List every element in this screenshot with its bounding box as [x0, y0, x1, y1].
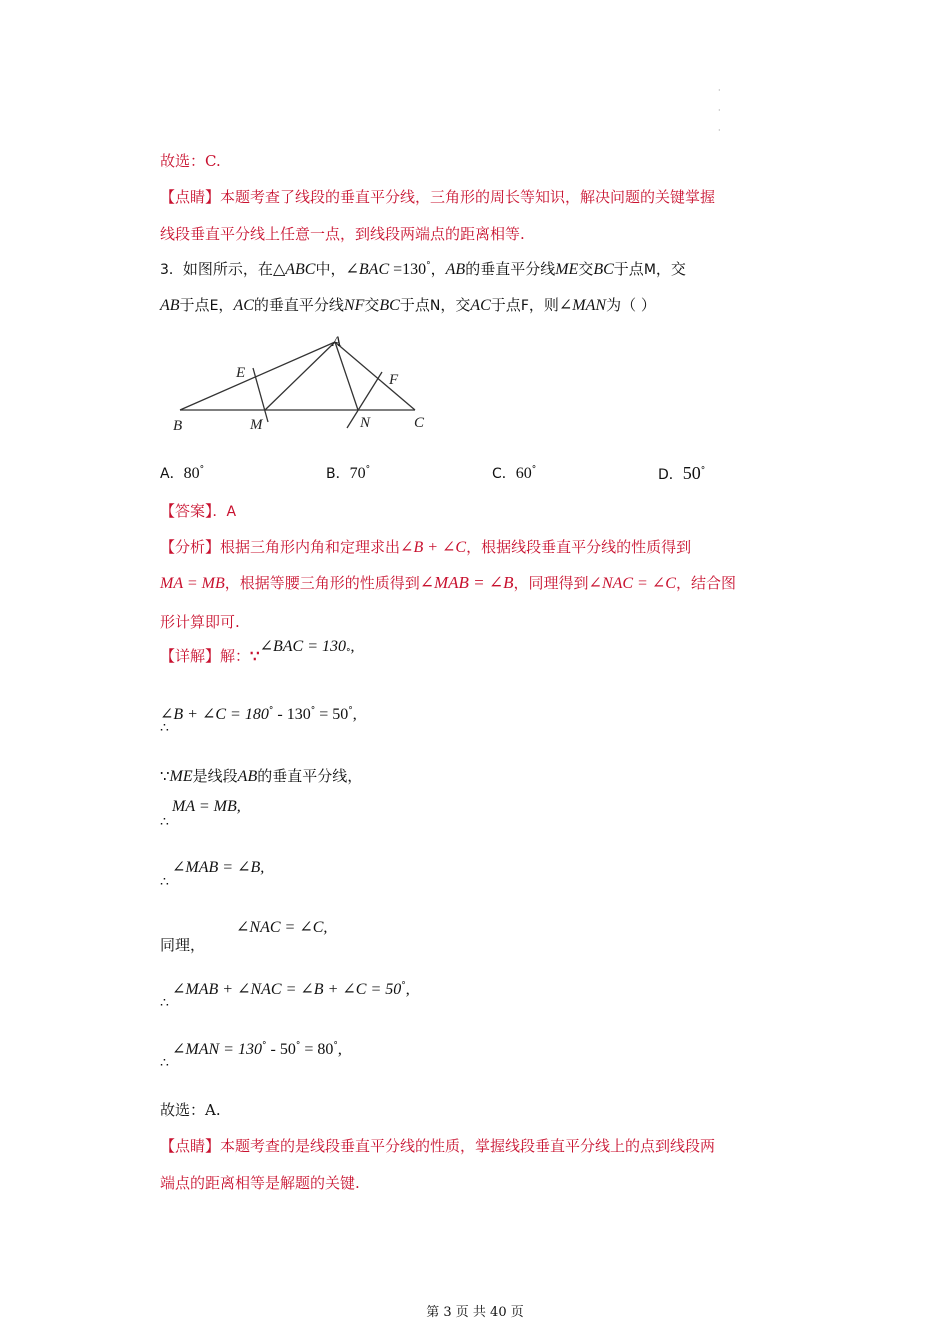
detail-tag: 【详解】	[160, 647, 221, 665]
label-e: E	[236, 365, 246, 381]
option-degree: °	[700, 466, 706, 476]
analysis-line3: 形计算即可.	[160, 613, 240, 631]
analysis-math: ∠B + ∠C	[400, 539, 467, 556]
option-a[interactable]	[160, 463, 204, 483]
q-math: ∠BAC	[345, 261, 390, 278]
q-math: NF	[343, 297, 365, 314]
question-line1	[160, 258, 686, 279]
detail-line8	[160, 1039, 342, 1059]
q-point: E	[209, 298, 219, 314]
detail-math: ,	[350, 638, 355, 655]
detail-math: - 130	[273, 706, 311, 723]
detail-line4	[160, 797, 241, 816]
q-point: F	[520, 298, 529, 314]
q-math: AB	[160, 297, 180, 314]
detail-line6-prefix: 同理，	[160, 936, 206, 954]
comment-text: 本题考查了线段的垂直平分线，三角形的周长等知识，解决问题的关键掌握	[220, 188, 716, 206]
q-text: 的垂直平分线	[253, 296, 344, 314]
margin-dot: ·	[718, 86, 721, 95]
q-math: 130	[402, 261, 427, 278]
detail-degree: °	[333, 1041, 338, 1051]
label-b: B	[173, 418, 183, 434]
q-text: ，交	[440, 296, 471, 314]
analysis-text: ，根据等腰三角形的性质得到	[224, 574, 420, 592]
comment2-line1	[160, 1135, 715, 1156]
analysis-text: ，结合图	[675, 574, 736, 592]
analysis-math: MA = MB	[160, 575, 225, 592]
because-symbol: ∵	[250, 647, 260, 665]
q-math: =	[389, 261, 403, 278]
q-text: ，交	[655, 260, 686, 278]
therefore-symbol: ∴	[160, 1055, 169, 1071]
option-letter: B．	[326, 466, 350, 482]
line-me	[253, 368, 268, 422]
detail-math: ,	[405, 981, 410, 998]
analysis-tag: 【分析】	[160, 538, 221, 556]
q-math: BC	[379, 297, 400, 314]
q-text: 为（ ）	[606, 296, 656, 314]
q-text: 交	[578, 260, 594, 278]
detail-line1	[160, 638, 355, 666]
detail-math: = 80	[300, 1041, 334, 1058]
question-line2	[160, 294, 656, 315]
q-math: AC	[233, 297, 254, 314]
label-m: M	[250, 417, 263, 433]
answer-line	[160, 500, 236, 521]
q-text: ，	[218, 296, 234, 314]
q-math: ∠MAN	[558, 297, 607, 314]
detail-text: 解：	[220, 647, 251, 665]
option-letter: C．	[492, 466, 516, 482]
q-text: 于点	[490, 296, 521, 314]
detail-math: ∠MAN = 130	[172, 1041, 262, 1058]
therefore-symbol: ∴	[160, 720, 169, 736]
detail-line5	[160, 857, 264, 877]
label-f: F	[389, 372, 399, 388]
analysis-math: ∠MAB = ∠B	[419, 573, 514, 592]
detail-math: AB	[237, 768, 258, 785]
detail-line3	[160, 765, 362, 786]
seg-am	[265, 342, 335, 410]
detail-degree: °	[310, 706, 316, 716]
option-value: 80	[183, 465, 200, 482]
q-math: AC	[470, 297, 491, 314]
q-text: 于点	[179, 296, 210, 314]
option-value: 60	[515, 465, 532, 482]
option-letter: A．	[160, 466, 184, 482]
detail-line7	[160, 979, 410, 999]
option-d[interactable]	[658, 463, 705, 484]
therefore-symbol: ∴	[160, 874, 169, 890]
prev-conclusion: 故选：C.	[160, 152, 221, 170]
detail-math: = 50	[315, 706, 349, 723]
detail-math: - 50	[266, 1041, 296, 1058]
analysis-line2	[160, 572, 736, 593]
detail-degree: °	[268, 706, 274, 716]
option-c[interactable]	[492, 463, 536, 483]
detail-math: ∠BAC = 130	[259, 638, 346, 655]
comment2-line2: 端点的距离相等是解题的关键.	[160, 1174, 360, 1192]
detail-math: ∠MAB + ∠NAC = ∠B + ∠C = 50	[172, 981, 402, 998]
q-text: 中，	[315, 260, 346, 278]
label-a: A	[332, 334, 342, 350]
analysis-text: ，根据线段垂直平分线的性质得到	[466, 538, 692, 556]
detail-degree: °	[295, 1041, 301, 1051]
detail-degree: °	[346, 648, 351, 658]
option-b[interactable]	[326, 463, 370, 483]
seg-ab	[180, 342, 335, 410]
q-text: 于点	[399, 296, 430, 314]
option-value: 70	[349, 465, 366, 482]
detail-degree: °	[401, 981, 406, 991]
answer-text: ．A	[212, 504, 237, 520]
comment-tag: 【点睛】	[160, 188, 221, 206]
comment-text: 本题考查的是线段垂直平分线的性质，掌握线段垂直平分线上的点到线段两	[220, 1137, 716, 1155]
comment-tag: 【点睛】	[160, 1137, 221, 1155]
option-letter: D．	[658, 467, 683, 483]
q-degree: °	[426, 261, 431, 271]
option-degree: °	[365, 465, 371, 475]
option-degree: °	[531, 465, 537, 475]
option-degree: °	[199, 465, 205, 475]
label-c: C	[414, 415, 425, 431]
detail-line2	[160, 704, 357, 724]
detail-conclusion: 故选：A.	[160, 1101, 221, 1119]
detail-text: 是线段	[192, 767, 238, 785]
analysis-line1	[160, 536, 691, 557]
detail-math: ,	[337, 1041, 342, 1058]
detail-text: 的垂直平分线，	[257, 767, 363, 785]
analysis-math: ∠NAC = ∠C	[588, 575, 676, 592]
q-text: 交	[364, 296, 380, 314]
detail-math: ∠MAB = ∠B,	[172, 859, 265, 876]
q-text: 如图所示，在	[182, 260, 273, 278]
detail-math: MA = MB,	[172, 798, 241, 815]
prev-comment-line1	[160, 186, 715, 207]
q-text: 的垂直平分线	[465, 260, 556, 278]
margin-dot: ·	[718, 126, 721, 135]
because-symbol: ∵	[160, 767, 170, 785]
prev-comment-line2: 线段垂直平分线上任意一点，到线段两端点的距离相等.	[160, 225, 525, 243]
q-point: N	[429, 298, 441, 314]
detail-math: ME	[169, 768, 193, 785]
triangle-figure	[160, 330, 440, 440]
detail-degree: °	[348, 706, 353, 716]
margin-dot: ·	[718, 106, 721, 115]
q-text: ，则	[528, 296, 559, 314]
answer-tag: 【答案】	[160, 502, 213, 520]
q-math: AB	[445, 261, 466, 278]
q-point: M	[643, 262, 656, 278]
q-text: 于点	[613, 260, 644, 278]
detail-math: ,	[352, 706, 357, 723]
therefore-symbol: ∴	[160, 995, 169, 1011]
detail-math: ∠B + ∠C = 180	[160, 706, 269, 723]
q-math: ME	[555, 261, 579, 278]
analysis-text: ，同理得到	[513, 574, 589, 592]
detail-degree: °	[261, 1041, 267, 1051]
q-math: BC	[593, 261, 614, 278]
q-text: ，	[430, 260, 446, 278]
therefore-symbol: ∴	[160, 814, 169, 830]
label-n: N	[360, 415, 371, 431]
question-number: 3．	[160, 262, 183, 278]
analysis-text: 根据三角形内角和定理求出	[220, 538, 401, 556]
option-value: 50	[682, 463, 701, 483]
q-math: △ABC	[272, 261, 316, 278]
page-footer: 第 3 页 共 40 页	[426, 1305, 524, 1320]
detail-math: ∠NAC = ∠C,	[236, 919, 328, 936]
